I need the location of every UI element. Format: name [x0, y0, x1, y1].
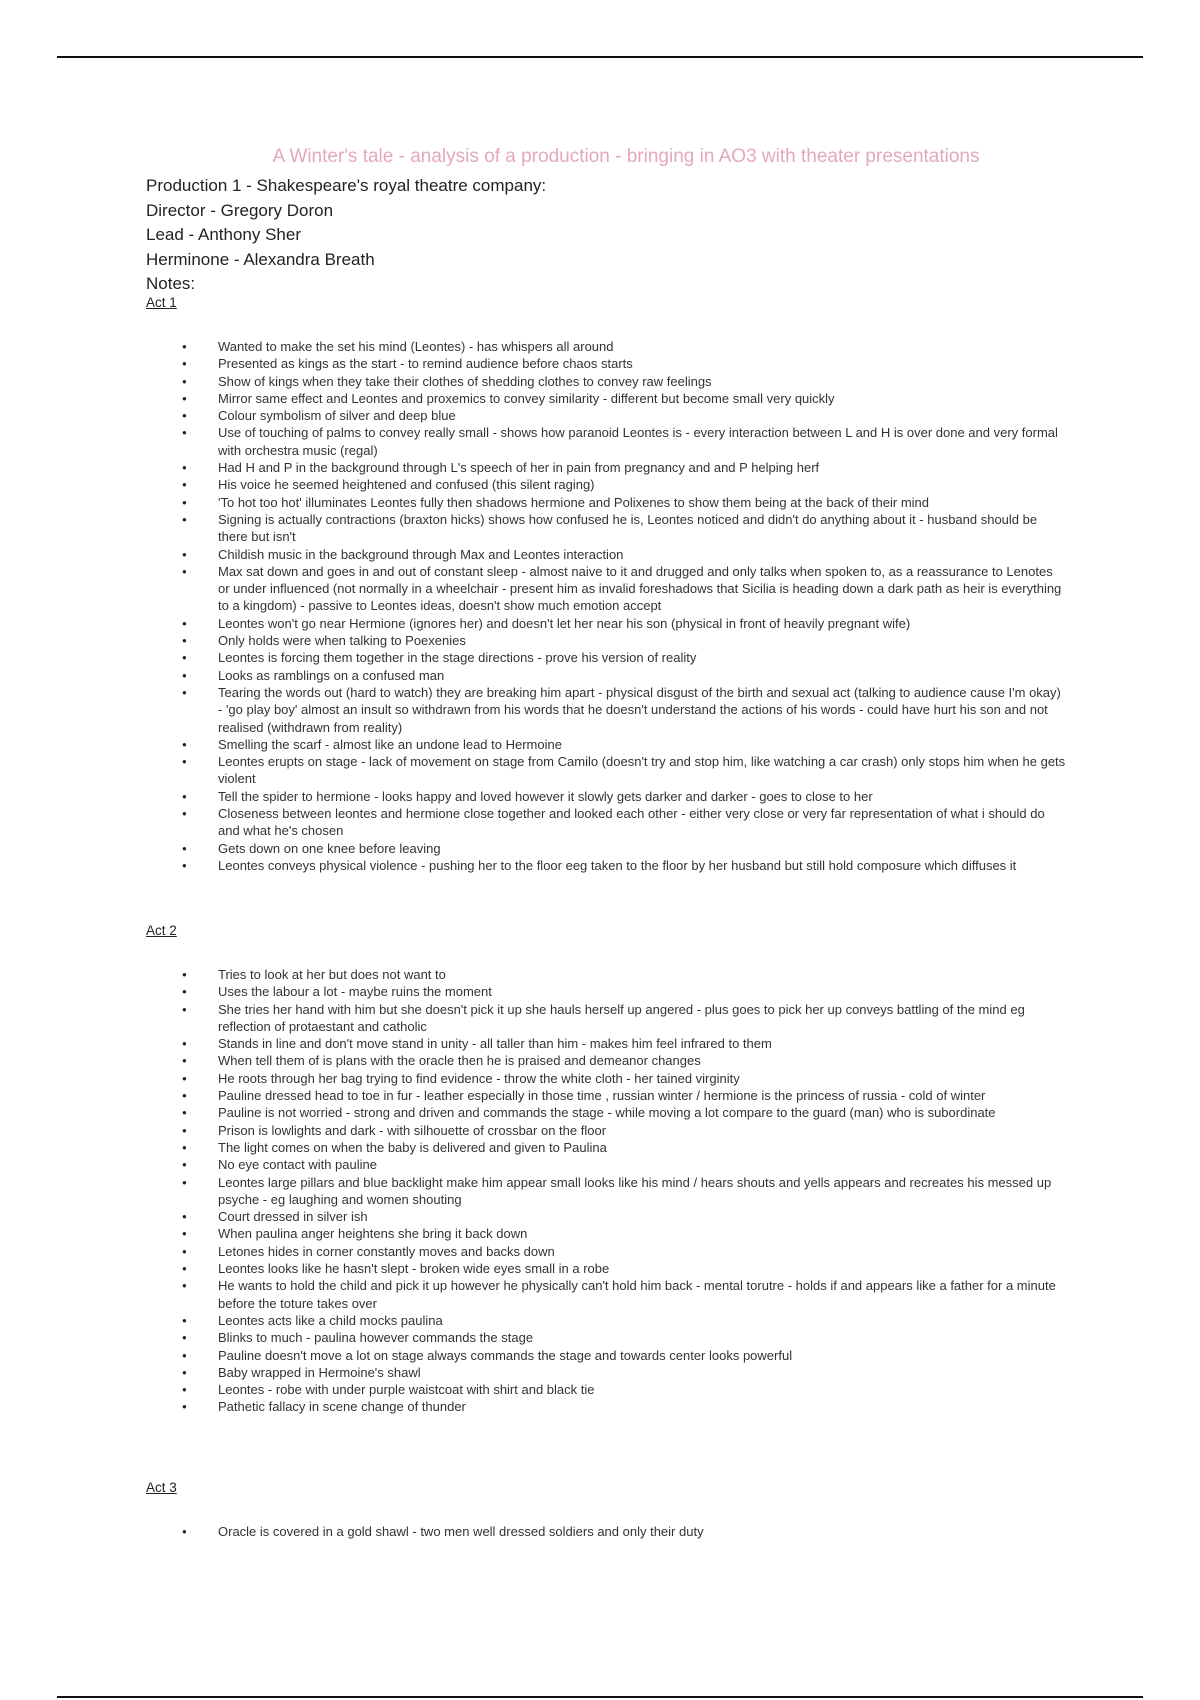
- note-item: ● Leontes large pillars and blue backlight make him appear small looks like his mind / hears shouts and yells appears and recreates his messed up psyche - eg laughing and women shouting: [146, 1174, 1066, 1209]
- note-item: ● Leontes - robe with under purple waistcoat with shirt and black tie: [146, 1381, 1066, 1398]
- note-item: ● He roots through her bag trying to find evidence - throw the white cloth - her tained virginity: [146, 1070, 1066, 1087]
- note-item: ● Had H and P in the background through L's speech of her in pain from pregnancy and and P helping herf: [146, 459, 1066, 476]
- note-item: ● Letones hides in corner constantly moves and backs down: [146, 1243, 1066, 1260]
- notes-label: Notes:: [146, 274, 196, 293]
- note-item: ● Childish music in the background through Max and Leontes interaction: [146, 546, 1066, 563]
- note-item: ● Gets down on one knee before leaving: [146, 840, 1066, 857]
- document-title: A Winter's tale - analysis of a production - bringing in AO3 with theater presentations: [272, 146, 980, 167]
- note-item: ● When tell them of is plans with the oracle then he is praised and demeanor changes: [146, 1052, 1066, 1069]
- note-item: ● Smelling the scarf - almost like an undone lead to Hermoine: [146, 736, 1066, 753]
- note-item: ● Baby wrapped in Hermoine's shawl: [146, 1364, 1066, 1381]
- note-item: ● Pauline dressed head to toe in fur - leather especially in those time , russian winter / hermione is the princess of russia - cold of winter: [146, 1087, 1066, 1104]
- note-item: ● Court dressed in silver ish: [146, 1208, 1066, 1225]
- note-item: ● Colour symbolism of silver and deep blue: [146, 407, 1066, 424]
- act-2-heading: Act 2: [146, 923, 177, 938]
- note-item: ● Show of kings when they take their clothes of shedding clothes to convey raw feelings: [146, 373, 1066, 390]
- top-rule: [57, 56, 1143, 58]
- note-item: ● Max sat down and goes in and out of constant sleep - almost naive to it and drugged and only talks when spoken to, as a reassurance to Lenotes or under influenced (not normally in a wheelchair - present him as invalid foreshadows that Sicilia is heading down a dark path as heir is everything to a kingdom) - passive to Leontes ideas, doesn't show much emotion accept: [146, 563, 1066, 615]
- note-item: ● Tell the spider to hermione - looks happy and loved however it slowly gets darker and darker - goes to close to her: [146, 788, 1066, 805]
- note-item: ● The light comes on when the baby is delivered and given to Paulina: [146, 1139, 1066, 1156]
- note-item: ● Stands in line and don't move stand in unity - all taller than him - makes him feel infrared to them: [146, 1035, 1066, 1052]
- note-item: ● He wants to hold the child and pick it up however he physically can't hold him back - mental torutre - holds if and appears like a father for a minute before the toture takes over: [146, 1277, 1066, 1312]
- note-item: ● 'To hot too hot' illuminates Leontes fully then shadows hermione and Polixenes to show them being at the back of their mind: [146, 494, 1066, 511]
- note-item: ● Signing is actually contractions (braxton hicks) shows how confused he is, Leontes noticed and didn't do anything about it - husband should be there but isn't: [146, 511, 1066, 546]
- act-3-heading: Act 3: [146, 1480, 177, 1495]
- note-item: ● Pauline doesn't move a lot on stage always commands the stage and towards center looks powerful: [146, 1347, 1066, 1364]
- note-item: ● Only holds were when talking to Poexenies: [146, 632, 1066, 649]
- note-item: ● Looks as ramblings on a confused man: [146, 667, 1066, 684]
- note-item: ● No eye contact with pauline: [146, 1156, 1066, 1173]
- note-item: ● Blinks to much - paulina however commands the stage: [146, 1329, 1066, 1346]
- note-item: ● Closeness between leontes and hermione close together and looked each other - either very close or very far representation of what i should do and what he's chosen: [146, 805, 1066, 840]
- production-line: Production 1 - Shakespeare's royal theatre company:: [146, 176, 547, 195]
- note-item: ● Uses the labour a lot - maybe ruins the moment: [146, 983, 1066, 1000]
- act-1-heading: Act 1: [146, 295, 177, 310]
- note-item: ● Wanted to make the set his mind (Leontes) - has whispers all around: [146, 338, 1066, 355]
- note-item: ● Pathetic fallacy in scene change of thunder: [146, 1398, 1066, 1415]
- note-item: ● Tries to look at her but does not want to: [146, 966, 1066, 983]
- note-item: ● Presented as kings as the start - to remind audience before chaos starts: [146, 355, 1066, 372]
- act-3-notes: [146, 1523, 1066, 1540]
- note-item: ● Prison is lowlights and dark - with silhouette of crossbar on the floor: [146, 1122, 1066, 1139]
- note-item: ● Tearing the words out (hard to watch) they are breaking him apart - physical disgust of the birth and sexual act (talking to audience cause I'm okay) - 'go play boy' almost an insult so withdrawn from his words that he doesn't understand the actions of his words - could have hurt his son and not realised (withdrawn from reality): [146, 684, 1066, 736]
- bottom-rule: [57, 1696, 1143, 1698]
- production-info: [146, 174, 546, 297]
- note-item: ● Leontes is forcing them together in the stage directions - prove his version of reality: [146, 649, 1066, 666]
- note-item: ● Use of touching of palms to convey really small - shows how paranoid Leontes is - every interaction between L and H is over done and very formal with orchestra music (regal): [146, 424, 1066, 459]
- note-item: ● Leontes won't go near Hermione (ignores her) and doesn't let her near his son (physical in front of heavily pregnant wife): [146, 615, 1066, 632]
- act-2-notes: [146, 966, 1066, 1416]
- note-item: ● Leontes conveys physical violence - pushing her to the floor eeg taken to the floor by her husband but still hold composure which diffuses it: [146, 857, 1066, 874]
- lead-line: Lead - Anthony Sher: [146, 225, 302, 244]
- director-line: Director - Gregory Doron: [146, 200, 334, 220]
- note-item: ● When paulina anger heightens she bring it back down: [146, 1225, 1066, 1242]
- hermione-line: Herminone - Alexandra Breath: [146, 249, 375, 269]
- note-item: ● Leontes acts like a child mocks paulina: [146, 1312, 1066, 1329]
- note-item: ● Oracle is covered in a gold shawl - two men well dressed soldiers and only their duty: [146, 1523, 1066, 1540]
- note-item: ● His voice he seemed heightened and confused (this silent raging): [146, 476, 1066, 493]
- note-item: ● Leontes looks like he hasn't slept - broken wide eyes small in a robe: [146, 1260, 1066, 1277]
- note-item: ● She tries her hand with him but she doesn't pick it up she hauls herself up angered - plus goes to pick her up conveys battling of the mind eg reflection of protaestant and catholic: [146, 1001, 1066, 1036]
- act-1-notes: [146, 338, 1066, 874]
- note-item: ● Pauline is not worried - strong and driven and commands the stage - while moving a lot compare to the guard (man) who is subordinate: [146, 1104, 1066, 1121]
- note-item: ● Leontes erupts on stage - lack of movement on stage from Camilo (doesn't try and stop him, like watching a car crash) only stops him when he gets violent: [146, 753, 1066, 788]
- note-item: ● Mirror same effect and Leontes and proxemics to convey similarity - different but become small very quickly: [146, 390, 1066, 407]
